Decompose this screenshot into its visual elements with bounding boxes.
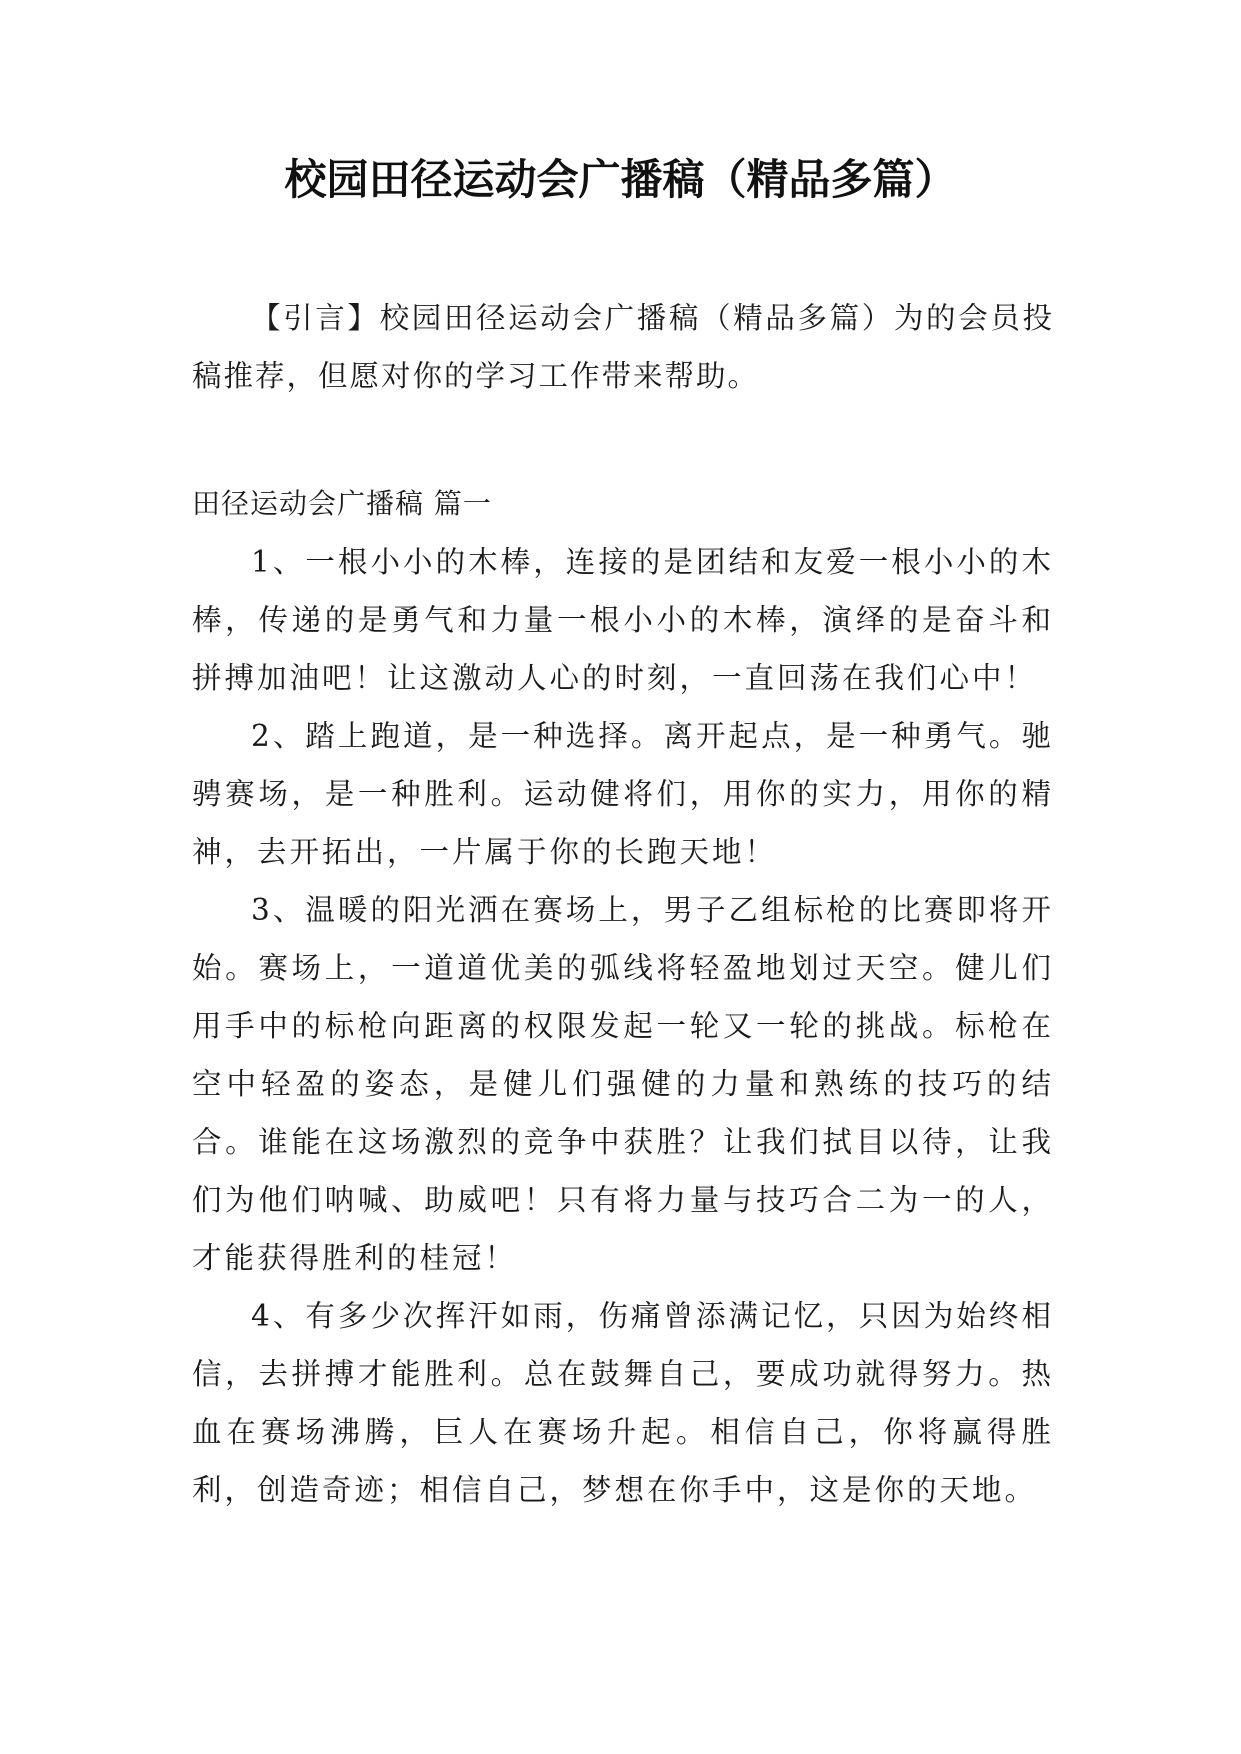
section-heading: 田径运动会广播稿 篇一 bbox=[192, 487, 492, 520]
body-paragraph-2: 2、踏上跑道，是一种选择。离开起点，是一种勇气。驰骋赛场，是一种胜利。运动健将们，用你的实力，用你的精神，去开拓出，一片属于你的长跑天地！ bbox=[192, 719, 1054, 869]
document-body bbox=[192, 289, 1054, 1519]
body-paragraph-1: 1、一根小小的木棒，连接的是团结和友爱一根小小的木棒，传递的是勇气和力量一根小小的木棒，演绎的是奋斗和拼搏加油吧！让这激动人心的时刻，一直回荡在我们心中！ bbox=[192, 545, 1054, 695]
document-title: 校园田径运动会广播稿（精品多篇） bbox=[284, 155, 957, 204]
intro-paragraph: 【引言】校园田径运动会广播稿（精品多篇）为的会员投稿推荐，但愿对你的学习工作带来帮助。 bbox=[192, 301, 1054, 393]
body-paragraph-3: 3、温暖的阳光洒在赛场上，男子乙组标枪的比赛即将开始。赛场上，一道道优美的弧线将轻盈地划过天空。健儿们用手中的标枪向距离的权限发起一轮又一轮的挑战。标枪在空中轻盈的姿态，是健儿们强健的力量和熟练的技巧的结合。谁能在这场激烈的竞争中获胜？让我们拭目以待，让我们为他们呐喊、助威吧！只有将力量与技巧合二为一的人，才能获得胜利的桂冠！ bbox=[192, 893, 1054, 1275]
body-paragraph-4: 4、有多少次挥汗如雨，伤痛曾添满记忆，只因为始终相信，去拼搏才能胜利。总在鼓舞自己，要成功就得努力。热血在赛场沸腾，巨人在赛场升起。相信自己，你将赢得胜利，创造奇迹；相信自己，梦想在你手中，这是你的天地。 bbox=[192, 1299, 1054, 1507]
